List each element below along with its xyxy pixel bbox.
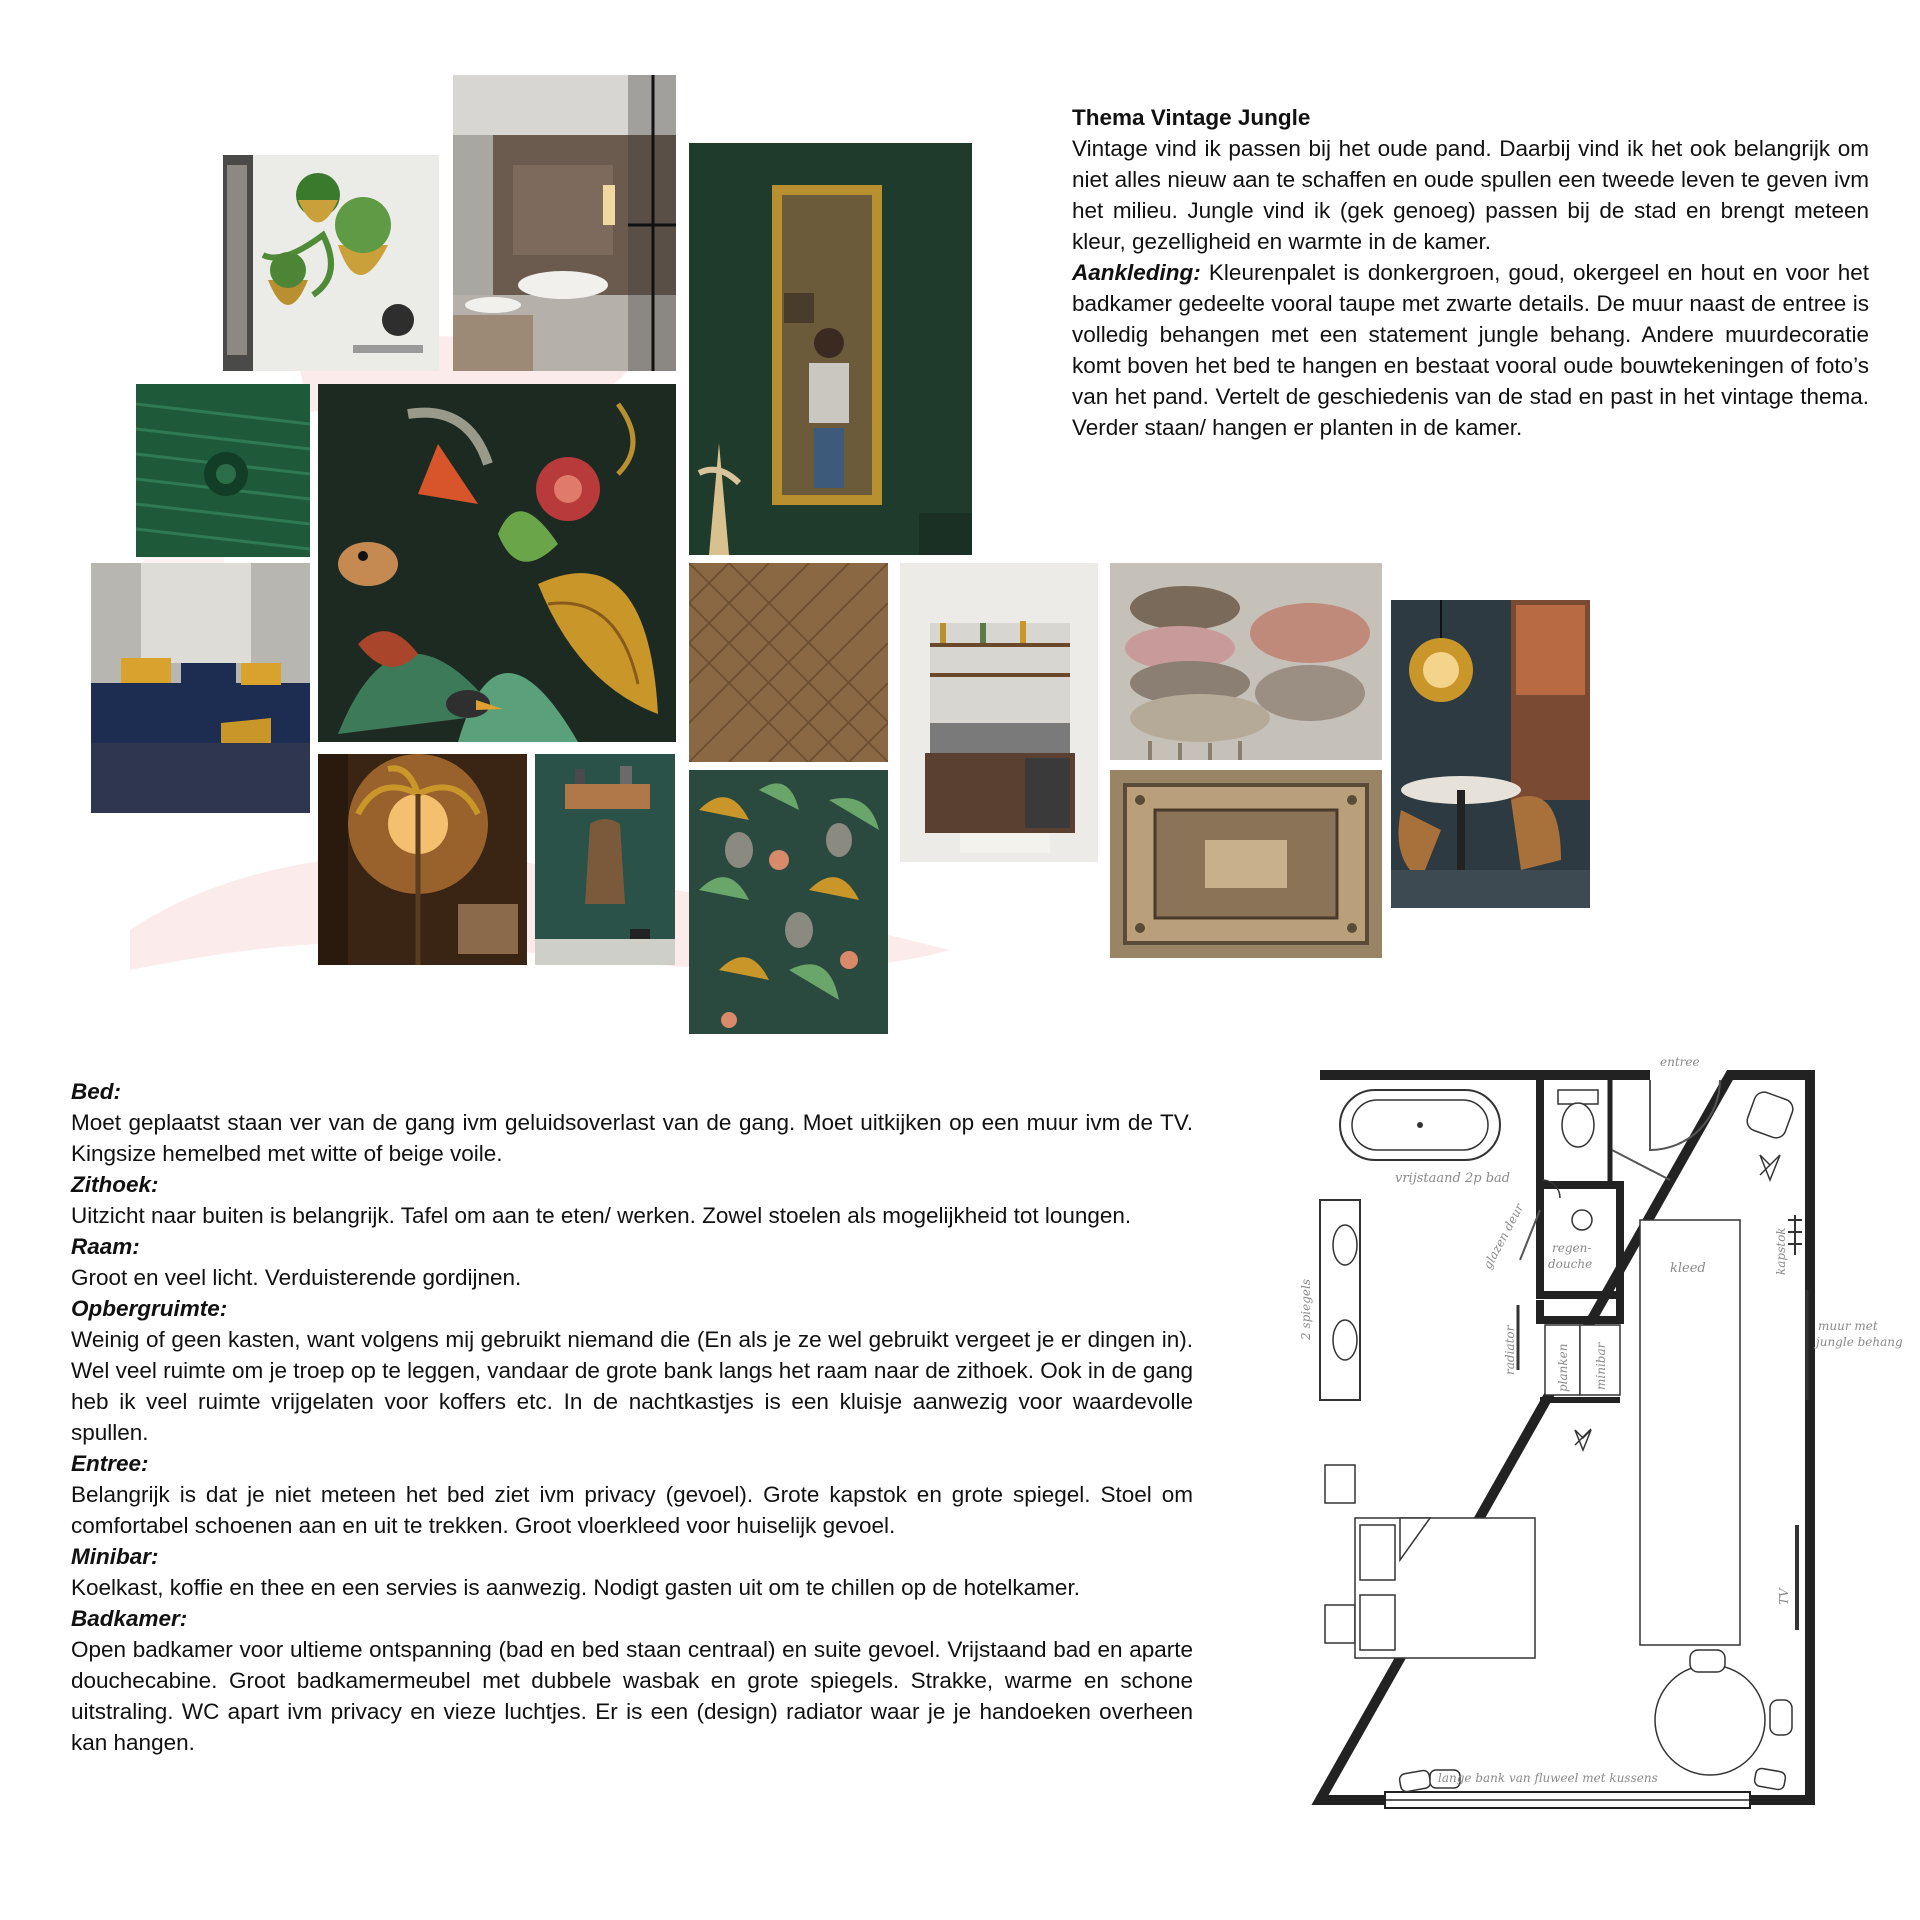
label-behang-2: jungle behang [1816,1335,1903,1349]
note-heading-opbergruimte: Opbergruimte: [71,1296,228,1321]
photo-jungle-wallpaper [318,384,676,742]
note-heading-entree: Entree: [71,1451,149,1476]
note-text-opbergruimte: Weinig of geen kasten, want volgens mij gebruikt niemand die (En als je ze wel gebruikt vergeet je er dingen in). Wel veel ruimte om je troep op te leggen, vandaar de grote bank langs het raam naar de zithoek. Ook in de gang heb ik veel ruimte vrijgelaten voor koffers etc. In de nachtkastjes is een kluisje aanwezig voor waardevolle spullen. [71,1327,1193,1445]
label-kapstok: kapstok [1774,1227,1788,1275]
photo-minibar-cabinet [900,563,1098,862]
label-douche-1: regen- [1552,1241,1592,1255]
label-douche-2: douche [1548,1257,1593,1271]
photo-green-velvet-fabric [136,384,310,557]
floor-plan [1290,1040,1920,1830]
aankleding-text: Kleurenpalet is donkergroen, goud, okergeel en hout en voor het badkamer gedeelte vooral taupe met zwarte details. De muur naast de entree is volledig behangen met een statement jungle behang. Andere muurdecoratie komt boven het bed te hangen en bestaat vooral oude bouwtekeningen of foto’s van het pand. Vertelt de geschiedenis van de stad en past in het vintage thema. Verder staan/ hangen er planten in de kamer. [1072,260,1869,440]
theme-description [1072,102,1869,443]
label-planken: planken [1556,1343,1570,1392]
label-minibar: minibar [1594,1342,1608,1390]
note-heading-badkamer: Badkamer: [71,1606,188,1631]
note-heading-bed: Bed: [71,1079,121,1104]
photo-palm-floor-lamp [318,754,527,965]
note-heading-zithoek: Zithoek: [71,1172,159,1197]
theme-body: Vintage vind ik passen bij het oude pand. Daarbij vind ik het ook belangrijk om niet alles nieuw aan te schaffen en oude spullen een tweede leven te geven ivm het milieu. Jungle vind ik (gek genoeg) passen bij de stad en brengt meteen kleur, gezelligheid en warmte in de kamer. [1072,136,1869,254]
theme-title: Thema Vintage Jungle [1072,105,1311,130]
note-text-bed: Moet geplaatst staan ver van de gang ivm geluidsoverlast van de gang. Moet uitkijken op een muur ivm de TV. Kingsize hemelbed met witte of beige voile. [71,1110,1193,1166]
note-text-badkamer: Open badkamer voor ultieme ontspanning (bad en bed staan centraal) en suite gevoel. Vrijstaand bad en aparte douchecabine. Groot badkamermeubel met dubbele wasbak en grote spiegels. Strakke, warme en schone uitstraling. WC apart ivm privacy en vieze luchtjes. Er is een (design) radiator waar je je handoeken overheen kan hangen. [71,1637,1193,1755]
photo-taupe-bathroom [453,75,676,371]
photo-jungle-monkey-wallpaper [689,770,888,1034]
photo-dining-pendant-light [1391,600,1590,908]
label-tv: TV [1777,1588,1791,1605]
photo-gold-mirror-green-wall [689,143,972,555]
photo-herringbone-wood-floor [689,563,888,762]
label-bank: lange bank van fluweel met kussens [1438,1771,1658,1785]
note-text-minibar: Koelkast, koffie en thee en een servies is aanwezig. Nodigt gasten uit om te chillen op de hotelkamer. [71,1575,1080,1600]
note-text-zithoek: Uitzicht naar buiten is belangrijk. Tafel om aan te eten/ werken. Zowel stoelen als mogelijkheid tot loungen. [71,1203,1132,1228]
label-kleed: kleed [1670,1261,1706,1276]
photo-navy-ochre-bedding [91,563,310,813]
label-bad: vrijstaand 2p bad [1395,1171,1511,1186]
note-text-raam: Groot en veel licht. Verduisterende gordijnen. [71,1265,522,1290]
photo-cushions [1110,563,1382,760]
label-entree: entree [1660,1055,1700,1069]
note-heading-raam: Raam: [71,1234,140,1259]
photo-green-wall-coatrack [535,754,675,965]
label-behang-1: muur met [1818,1319,1878,1333]
note-heading-minibar: Minibar: [71,1544,159,1569]
note-text-entree: Belangrijk is dat je niet meteen het bed ziet ivm privacy (gevoel). Grote kapstok en grote spiegel. Stoel om comfortabel schoenen aan en uit te trekken. Groot vloerkleed voor huiselijk gevoel. [71,1482,1193,1538]
label-spiegels: 2 spiegels [1299,1278,1313,1340]
photo-wall-planters [223,155,439,371]
aankleding-label: Aankleding: [1072,260,1201,285]
photo-vintage-rug [1110,770,1382,958]
label-radiator: radiator [1503,1325,1517,1375]
label-glazen-deur: glazen deur [1480,1201,1527,1272]
room-notes [71,1076,1193,1758]
